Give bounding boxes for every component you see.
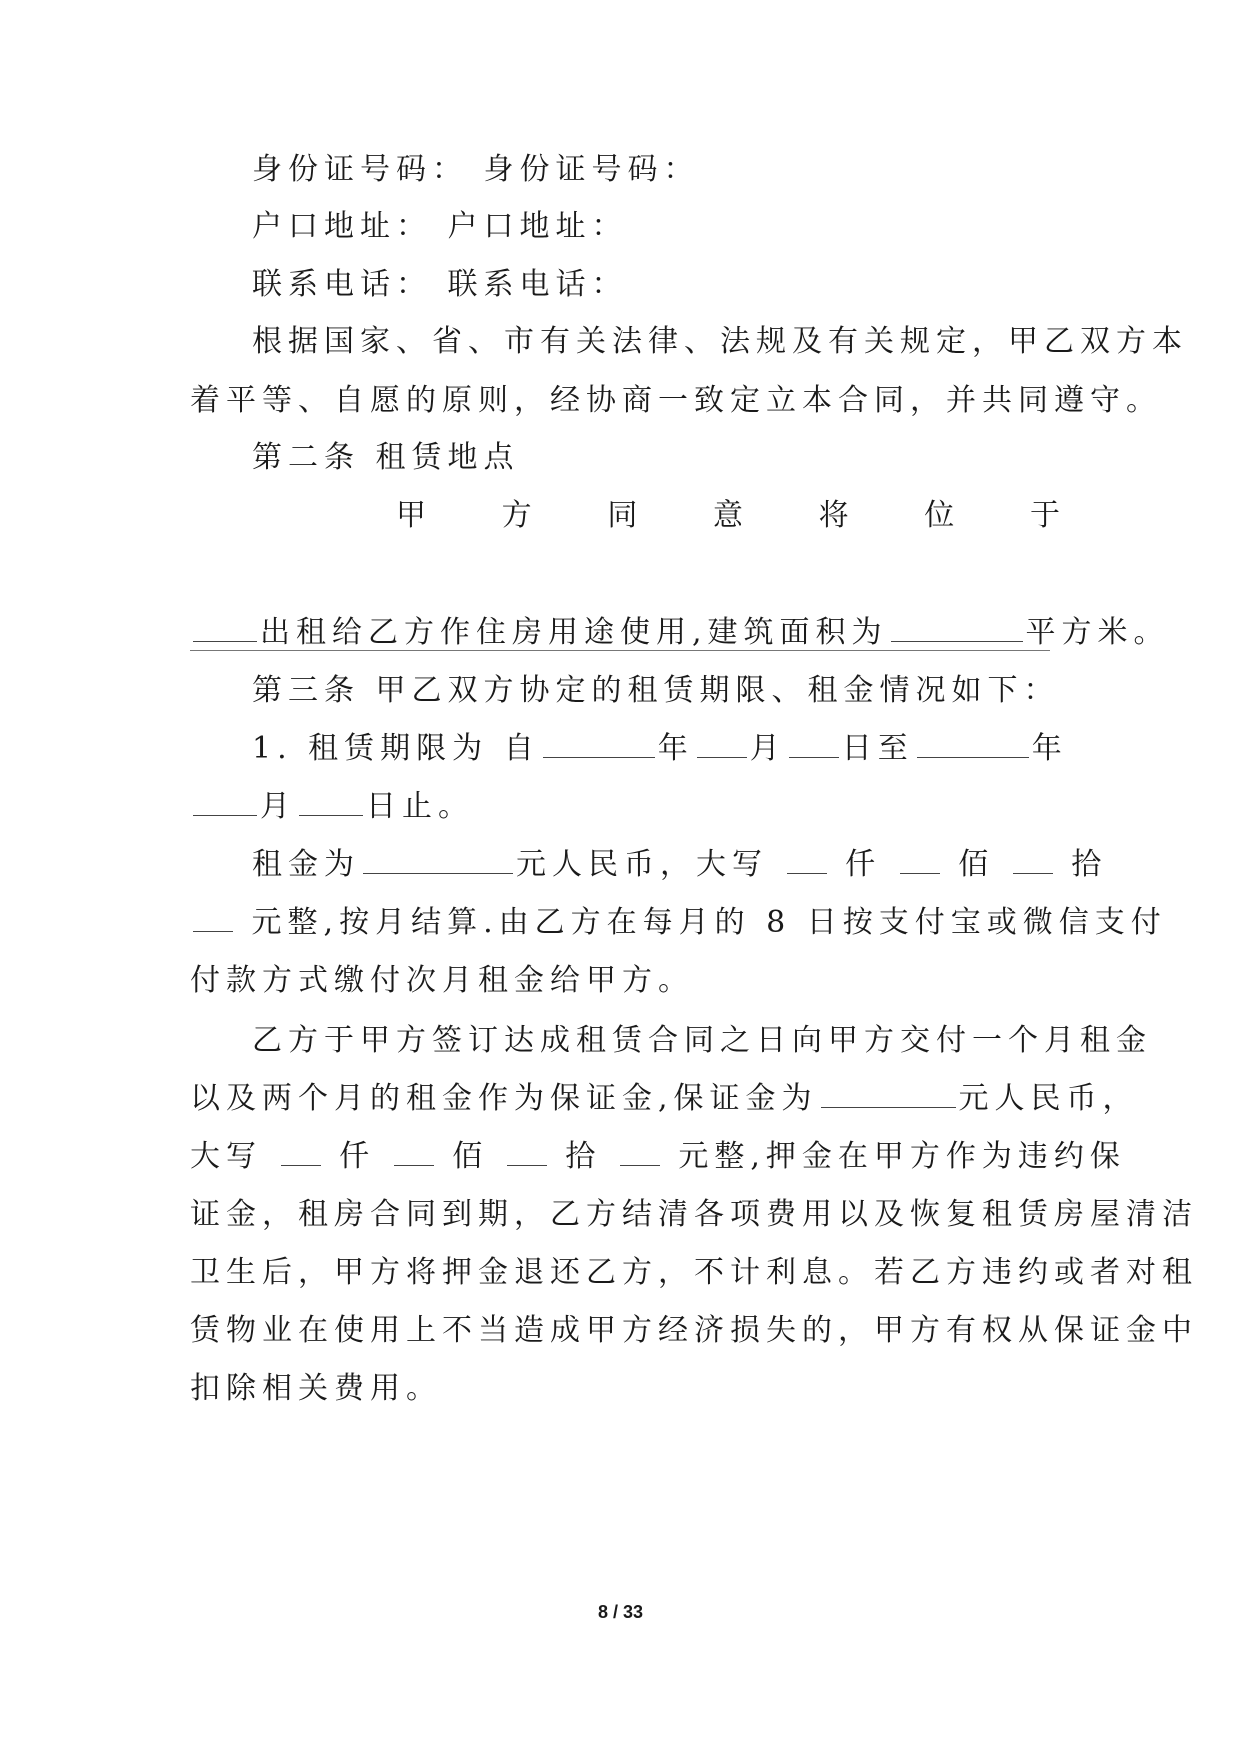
spread-char: 甲 (396, 498, 426, 533)
deposit-line-6: 赁物业在使用上不当造成甲方经济损失的，甲方有权从保证金中 (190, 1313, 1198, 1348)
start-month-blank (697, 729, 747, 758)
rent-amount-blank (363, 845, 513, 874)
spread-char: 于 (1029, 498, 1060, 533)
rent-line-3: 付款方式缴付次月租金给甲方。 (190, 963, 694, 998)
spread-char: 方 (501, 498, 532, 533)
intro-line-1: 根据国家、省、市有关法律、法规及有关规定，甲乙双方本 (252, 324, 1188, 359)
id-number-line: 身份证号码： 身份证号码： (252, 152, 700, 187)
end-month-blank (193, 787, 257, 816)
end-year-blank (917, 729, 1029, 758)
article-2-spread-line (396, 496, 1060, 536)
deposit-line-5: 卫生后，甲方将押金退还乙方，不计利息。若乙方违约或者对租 (190, 1255, 1198, 1290)
deposit-line-1: 乙方于甲方签订达成租赁合同之日向甲方交付一个月租金 (252, 1023, 1152, 1058)
deposit-line-2: 以及两个月的租金作为保证金,保证金为 元人民币， (190, 1081, 1139, 1116)
article-2-title: 第二条 租赁地点 (252, 440, 520, 475)
spread-char: 意 (712, 498, 743, 533)
start-year-blank (543, 729, 655, 758)
rent-line-1: 租金为 元人民币，大写 仟 佰 拾 (252, 847, 1108, 882)
blank-underline (193, 613, 257, 642)
deposit-line-4: 证金，租房合同到期，乙方结清各项费用以及恢复租赁房屋清洁 (190, 1197, 1198, 1232)
intro-line-2: 着平等、自愿的原则，经协商一致定立本合同，并共同遵守。 (190, 383, 1162, 418)
deposit-line-3: 大写 仟 佰 拾 元整,押金在甲方作为违约保 (190, 1139, 1126, 1174)
start-day-blank (789, 729, 839, 758)
article-2-line-2: 出租给乙方作住房用途使用,建筑面积为 平方米。 (190, 613, 1050, 653)
area-blank (891, 613, 1023, 642)
spread-char: 位 (924, 498, 955, 533)
deposit-amount-blank (821, 1079, 956, 1108)
article-3-title: 第三条 甲乙双方协定的租赁期限、租金情况如下： (252, 673, 1060, 708)
spread-char: 将 (818, 498, 849, 533)
end-day-blank (299, 787, 363, 816)
term-line-2: 月 日止。 (190, 787, 1050, 827)
rent-line-2: 元整,按月结算.由乙方在每月的 8 日按支付宝或微信支付 (190, 903, 1050, 943)
phone-line: 联系电话： 联系电话： (252, 267, 628, 302)
deposit-line-7: 扣除相关费用。 (190, 1371, 442, 1406)
page-number: 8 / 33 (597, 1602, 644, 1622)
spread-char: 同 (607, 498, 638, 533)
hukou-line: 户口地址： 户口地址： (252, 209, 628, 244)
term-line-1: 1. 租赁期限为 自 年 月 日至 年 (252, 731, 1068, 766)
